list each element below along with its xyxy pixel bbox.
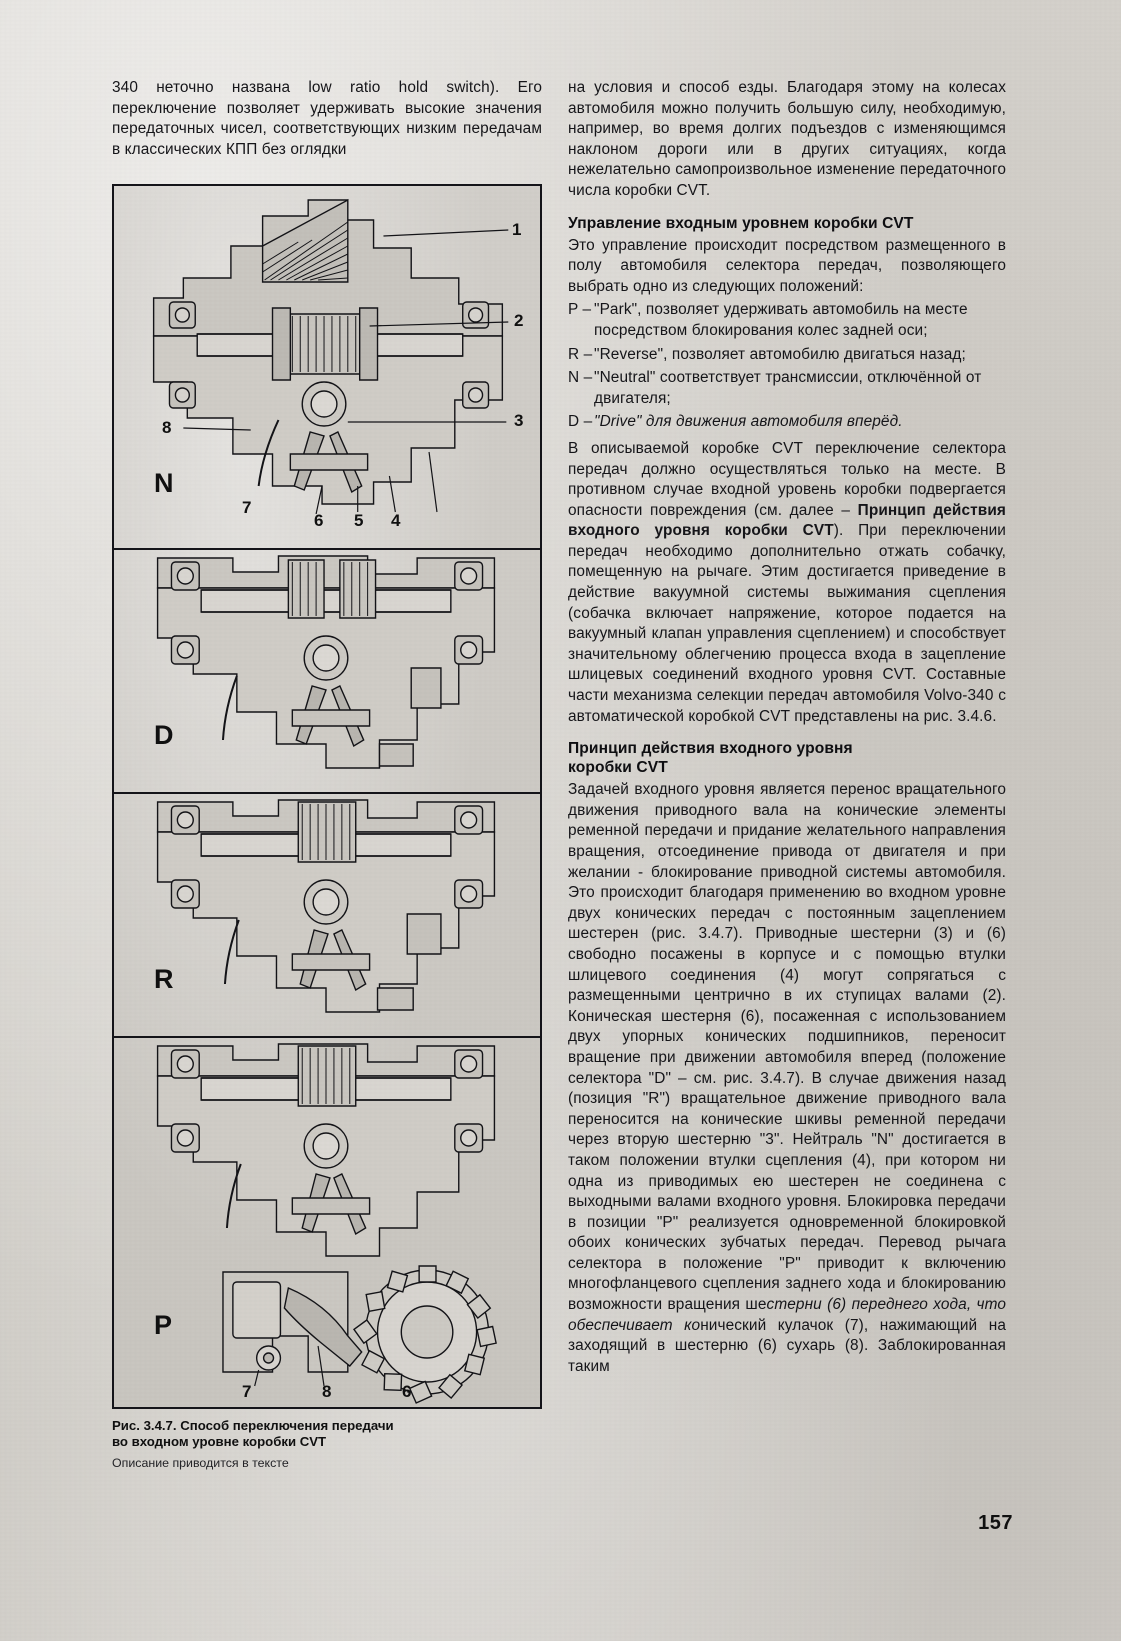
left-text-column (112, 78, 542, 160)
right-paragraph-2 (568, 439, 1006, 727)
panel-letter-r: R (154, 964, 174, 994)
selector-position-r (568, 345, 1006, 366)
mechanism-diagram-p (114, 1036, 540, 1407)
page-number: 157 (978, 1512, 1013, 1534)
mechanism-diagram-d (114, 548, 540, 792)
selector-key-p: P – (568, 301, 592, 319)
left-paragraph: 340 неточно названа low ratio hold switch). Его переключение позволяет удерживать высокие значения передаточных чисел, соответствующих низким передачам в классических КПП без оглядки (112, 79, 542, 158)
selector-position-n (568, 368, 1006, 409)
figure-3-4-7 (112, 184, 542, 1409)
section-heading-input-principle-line2: коробки CVT (568, 759, 668, 777)
selector-key-n: N – (568, 369, 593, 387)
figure-caption-line2: во входном уровне коробки CVT (112, 1434, 327, 1449)
section-heading-cvt-input-control: Управление входным уровнем коробки CVT (568, 214, 914, 232)
selector-text-n: "Neutral" соответствует трансмиссии, отключённой от двигателя; (594, 369, 982, 407)
figure-panel-d (114, 548, 540, 794)
panel-letter-n: N (154, 468, 174, 498)
figure-panel-r (114, 792, 540, 1038)
callout-1: 1 (512, 220, 522, 239)
right-paragraph-3a: Задачей входного уровня является перенос вращательного движения приводного вала на конические элементы ременной передачи и придание желательного направления вращения, отсоединение привода от двигателя и при желании - блокирование приводной системы автомобиля. Это происходит благодаря применению во входном уровне двух конических передач с постоянным зацеплением шестерен (рис. 3.4.7). Приводные шестерни (3) и (6) свободно посажены в корпусе и с помощью втулки шлицевого соединения (4) могут сопрягаться с размещенными центрично в их ступицах валами (2). Коническая шестерня (6), посаженная с использованием двух упорных конических подшипников, переносит вращение при движении автомобиля вперед (положение селектора "D" – см. рис. 3.4.7). В случае движения назад (позиция "R") вращательное движение приводного вала переносится на конические шкивы ременной передачи через вторую шестерню "3". Нейтраль "N" достигается в таком положении втулки сцепления (4), при котором ни одна из приводимых ею шестерен не соединена с выходными валами входного уровня. Блокировка передачи в позиции "P" реализуется одновременной блокировкой обоих конических зубчатых передач. Перевод рычага селектора в положение "P" приводит к включению многофланцевого сцепления заднего хода и блокированию возможности вращения ше (568, 781, 1006, 1314)
callout-4: 4 (391, 511, 401, 530)
selector-position-p (568, 300, 1006, 341)
callout-8: 8 (162, 418, 172, 437)
selector-position-d (568, 412, 1006, 433)
right-paragraph-1: Это управление происходит посредством размещенного в полу автомобиля селектора передач, позволяющего выбрать одно из следующих положений: (568, 236, 1006, 295)
right-paragraph-2b: ). При переключении передач необходимо дополнительно отжать собачку, помещенную на рычаге. Этим достигается приведение в действие вакуумной системы выжимания сцепления (собачка включает напряжение, которое подается на вакуумный клапан управления сцеплением) и способствует значительному облегчению процесса входа в зацепление шлицевых соединений входного уровня CVT. Составные части механизма селекции передач автомобиля Volvo-340 с автоматической коробкой CVT представлены на рис. 3.4.6. (568, 522, 1006, 725)
figure-drawing-area (114, 186, 540, 1407)
callout-3: 3 (514, 411, 524, 430)
callout-6: 6 (314, 511, 324, 530)
selector-key-d: D – (568, 413, 593, 431)
selector-text-d: "Drive" для движения автомобиля вперёд. (594, 413, 903, 431)
selector-positions-list (568, 300, 1006, 433)
callout-5: 5 (354, 511, 364, 530)
callout-p-8: 8 (322, 1382, 332, 1401)
right-paragraph-2a: В описываемой коробке CVT переключение селектора передач должно осуществляться только на месте. В противном случае входной уровень коробки подвергается опасности повреждения (см. далее – (568, 439, 1006, 519)
right-paragraph-3 (568, 780, 1006, 1377)
callout-7: 7 (242, 498, 252, 517)
mechanism-diagram-r (114, 792, 540, 1036)
right-text-column (568, 78, 1006, 1377)
mechanism-diagram-n (114, 186, 540, 548)
right-paragraph-3b: нический кулачок (7), нажимающий на заходящий в шестерню (6) сухарь (8). Заблокированная таким (568, 1316, 1006, 1375)
figure-panel-p (114, 1036, 540, 1407)
panel-letter-d: D (154, 720, 174, 750)
section-heading-input-principle-line1: Принцип действия входного уровня (568, 740, 853, 758)
callout-p-7: 7 (242, 1382, 252, 1401)
right-intro-paragraph: на условия и способ езды. Благодаря этому на колесах автомобиля можно получить большую силу, необходимую, например, во время долгих подъездов с изменяющимся наклоном дороги или в других ситуациях, когда нежелательно самопроизвольное изменение передаточного числа коробки CVT. (568, 79, 1006, 199)
callout-p-6: 6 (402, 1382, 412, 1401)
selector-text-r: "Reverse", позволяет автомобилю двигаться назад; (594, 345, 966, 363)
right-paragraph-3-italic: стерни (6) переднего хода, что обеспечивает ко (568, 1296, 1006, 1334)
figure-caption-line1: Рис. 3.4.7. Способ переключения передачи (112, 1418, 394, 1433)
section-heading-input-principle (568, 739, 1006, 777)
selector-key-r: R – (568, 345, 593, 363)
figure-subcaption: Описание приводится в тексте (112, 1456, 289, 1470)
right-paragraph-2-bold: Принцип действия входного уровня коробки CVT (568, 501, 1006, 540)
figure-caption (112, 1418, 552, 1450)
selector-text-p: "Park", позволяет удерживать автомобиль на месте посредством блокирования колес задней оси; (594, 301, 968, 339)
callout-2: 2 (514, 311, 524, 330)
panel-letter-p: P (154, 1310, 173, 1340)
figure-panel-n (114, 186, 540, 550)
